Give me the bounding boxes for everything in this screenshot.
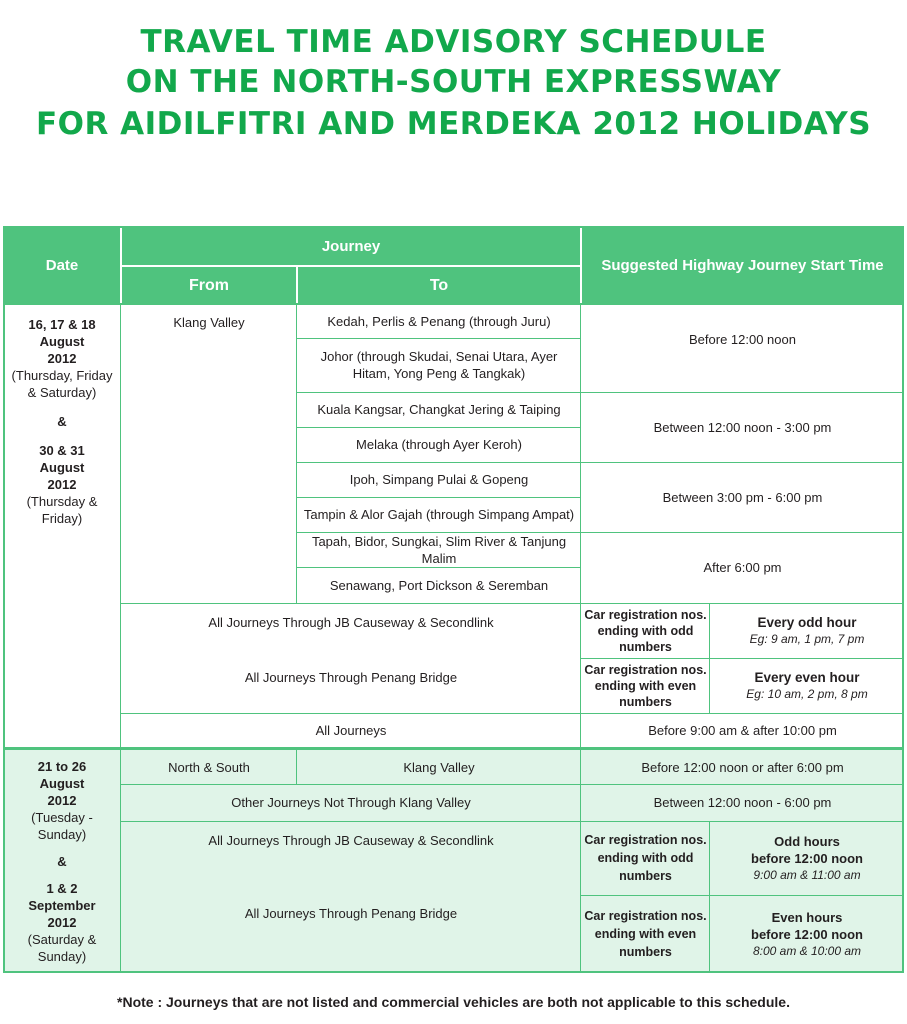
header-from: From — [121, 266, 297, 304]
section2-date-year: 2012 — [47, 793, 77, 808]
title-line-3: FOR AIDILFITRI AND MERDEKA 2012 HOLIDAYS — [35, 106, 872, 142]
destination-row: Ipoh, Simpang Pulai & Gopeng — [349, 472, 529, 487]
section2-causeway-journeys: All Journeys Through JB Causeway & Secondlink — [121, 821, 581, 859]
section2-date-amp: & — [57, 854, 67, 869]
section2-date-days: 21 to 26 — [37, 759, 87, 774]
section2-date-weekdays-2: (Saturday & Sunday) — [27, 932, 97, 964]
all-journeys: All Journeys — [315, 722, 387, 738]
destination-row: Johor (through Skudai, Senai Utara, Ayer Hitam, Yong Peng & Tangkak) — [320, 349, 558, 381]
section2-odd-registration-label: Car registration nos. ending with odd numbers — [581, 821, 710, 895]
even-registration-label: Car registration nos. ending with even numbers — [584, 662, 707, 709]
even-hour-time: Every even hour — [754, 669, 860, 685]
section2-even-registration-label: Car registration nos. ending with even numbers — [581, 895, 710, 973]
other-journeys: Other Journeys Not Through Klang Valley — [121, 784, 581, 821]
section2-date-year-2: 2012 — [47, 915, 77, 930]
footnote: *Note : Journeys that are not listed and commercial vehicles are both not applicable to this schedule. — [117, 994, 790, 1010]
section1-date-days-2: 30 & 31 — [39, 443, 85, 458]
destination-row: Kuala Kangsar, Changkat Jering & Taiping — [317, 402, 561, 417]
title-line-1: TRAVEL TIME ADVISORY SCHEDULE — [140, 24, 767, 60]
header-journey: Journey — [121, 226, 581, 266]
section2-to: Klang Valley — [297, 750, 581, 784]
section2-odd-hours: Odd hours — [774, 833, 840, 849]
header-to: To — [297, 266, 581, 304]
causeway-journeys: All Journeys Through JB Causeway & Secondlink — [208, 614, 494, 630]
destination-row: Melaka (through Ayer Keroh) — [356, 437, 522, 452]
destination-row: Kedah, Perlis & Penang (through Juru) — [327, 313, 551, 329]
header-date: Date — [3, 226, 121, 304]
destination-row: Tampin & Alor Gajah (through Simpang Ampat) — [303, 507, 575, 522]
section1-date-month-2: August — [39, 460, 85, 475]
table-border — [3, 226, 904, 973]
section2-date-month: August — [39, 776, 85, 791]
destination-row: Tapah, Bidor, Sungkai, Slim River & Tanjung Malim — [311, 533, 567, 566]
section2-time-2: Between 12:00 noon - 6:00 pm — [581, 784, 904, 821]
odd-registration-label: Car registration nos. ending with odd numbers — [584, 607, 707, 654]
header-start-time: Suggested Highway Journey Start Time — [581, 226, 904, 304]
section1-date-amp: & — [57, 414, 67, 429]
section1-date-year: 2012 — [47, 351, 77, 366]
destination-row: Senawang, Port Dickson & Seremban — [329, 577, 549, 593]
odd-hour-example: Eg: 9 am, 1 pm, 7 pm — [749, 631, 865, 646]
start-time-cell: Before 12:00 noon — [689, 331, 796, 347]
all-journeys-time: Before 9:00 am & after 10:00 pm — [648, 722, 837, 738]
section2-from: North & South — [121, 750, 297, 784]
start-time-cell: Between 3:00 pm - 6:00 pm — [662, 489, 823, 505]
odd-hour-time: Every odd hour — [757, 614, 857, 630]
start-time-cell: Between 12:00 noon - 3:00 pm — [653, 419, 832, 435]
section1-date-days: 16, 17 & 18 — [28, 317, 96, 332]
section2-odd-hours-example: 9:00 am & 11:00 am — [753, 867, 861, 882]
title-line-2: ON THE NORTH-SOUTH EXPRESSWAY — [125, 64, 782, 100]
section2-date-weekdays: (Tuesday - Sunday) — [31, 810, 93, 842]
section2-time-1: Before 12:00 noon or after 6:00 pm — [581, 750, 904, 784]
start-time-cell: After 6:00 pm — [703, 560, 782, 575]
section2-penang-bridge-journeys: All Journeys Through Penang Bridge — [121, 859, 581, 973]
section2-even-hours-before: before 12:00 noon — [751, 926, 863, 942]
section1-date-month: August — [39, 334, 85, 349]
section1-date-year-2: 2012 — [47, 477, 77, 492]
even-hour-example: Eg: 10 am, 2 pm, 8 pm — [746, 686, 868, 701]
section2-date-month-2: September — [28, 898, 96, 913]
penang-bridge-journeys: All Journeys Through Penang Bridge — [244, 669, 458, 685]
section2-even-hours-example: 8:00 am & 10:00 am — [752, 943, 862, 958]
section2-date-days-2: 1 & 2 — [46, 881, 78, 896]
section1-date-weekdays: (Thursday, Friday & Saturday) — [11, 368, 113, 400]
section2-even-hours: Even hours — [771, 909, 843, 925]
section1-from: Klang Valley — [173, 315, 245, 330]
section1-date-weekdays-2: (Thursday & Friday) — [26, 494, 98, 526]
section2-odd-hours-before: before 12:00 noon — [751, 850, 863, 866]
